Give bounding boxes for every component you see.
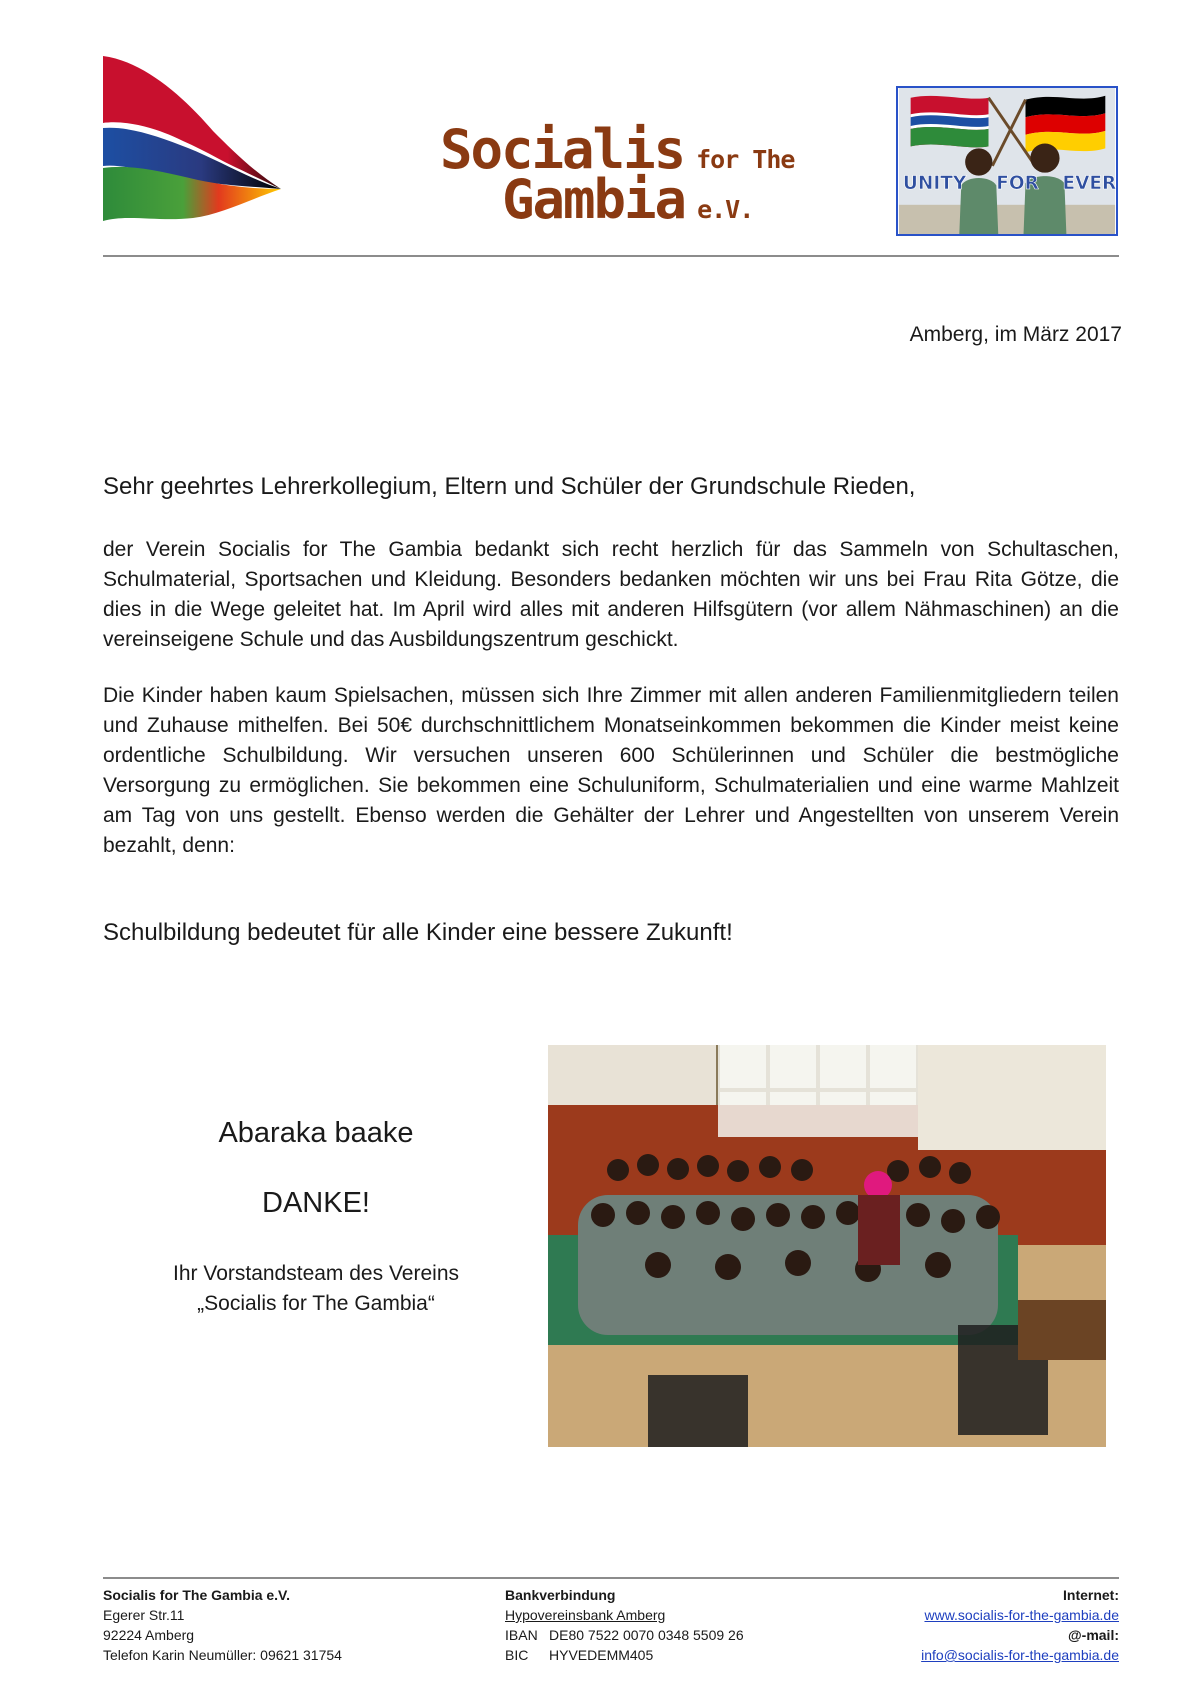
photo-sign-unity: UNITY	[902, 173, 967, 195]
footer-org-name: Socialis for The Gambia e.V.	[103, 1587, 290, 1603]
footer-iban-value: DE80 7522 0070 0348 5509 26	[549, 1627, 744, 1643]
footer-internet-label: Internet:	[1063, 1587, 1119, 1603]
footer-bank-name: Hypovereinsbank Amberg	[505, 1607, 666, 1623]
gambia-germany-flag-logo	[103, 56, 283, 236]
footer-website-link[interactable]: www.socialis-for-the-gambia.de	[924, 1607, 1119, 1623]
footer-divider	[103, 1577, 1119, 1579]
germany-flag-icon	[1025, 96, 1105, 152]
signature-line-1: Ihr Vorstandsteam des Vereins	[173, 1262, 459, 1285]
thanks-german: DANKE!	[262, 1187, 370, 1219]
photo-sign-for: FOR	[996, 173, 1039, 195]
footer-organization-address	[103, 1585, 483, 1665]
classroom-children-photo	[548, 1045, 1106, 1447]
letter-paragraph-2: Die Kinder haben kaum Spielsachen, müssen sich Ihre Zimmer mit allen anderen Familienmitgliedern teilen und Zuhause mithelfen. Bei 50€ durchschnittlichem Monatseinkommen bekommen die Kinder meist keine ordentliche Schulbildung. Wir versuchen unseren 600 Schülerinnen und Schüler die bestmögliche Versorgung zu ermöglichen. Sie bekommen eine Schuluniform, Schulmaterialien und eine warme Mahlzeit am Tag von uns gestellt. Ebenso werden die Gehälter der Lehrer und Angestellten von unserem Verein bezahlt, denn:	[103, 684, 1119, 857]
thanks-mandinka: Abaraka baake	[218, 1117, 414, 1149]
footer-web-contact	[779, 1585, 1119, 1665]
header-divider	[103, 255, 1119, 257]
gambia-flag-icon	[911, 96, 989, 148]
logo-word-gambia: Gambia	[502, 168, 686, 231]
footer-org-city: 92224 Amberg	[103, 1627, 195, 1643]
logo-word-for-the: for The	[696, 145, 795, 174]
footer-bic-value: HYVEDEMM405	[549, 1647, 654, 1663]
letter-slogan: Schulbildung bedeutet für alle Kinder eine bessere Zukunft!	[103, 919, 733, 946]
footer-bank-heading: Bankverbindung	[505, 1587, 616, 1603]
photo-sign-ever: EVER	[1062, 173, 1117, 195]
footer-email-label: @-mail:	[1068, 1627, 1119, 1643]
footer-bic-label: BIC	[505, 1647, 529, 1663]
unity-for-ever-photo	[896, 86, 1118, 236]
footer-org-phone: Telefon Karin Neumüller: 09621 31754	[103, 1647, 342, 1663]
footer-org-street: Egerer Str.11	[103, 1607, 185, 1623]
logo-word-ev: e.V.	[697, 195, 754, 224]
footer-iban-label: IBAN	[505, 1627, 538, 1643]
footer-email-link[interactable]: info@socialis-for-the-gambia.de	[921, 1647, 1119, 1663]
signature-line-2: „Socialis for The Gambia“	[197, 1292, 435, 1315]
letter-date: Amberg, im März 2017	[909, 323, 1122, 346]
organization-logo-wordmark	[440, 118, 795, 238]
logo-word-socialis: Socialis	[440, 118, 685, 181]
letter-salutation: Sehr geehrtes Lehrerkollegium, Eltern und Schüler der Grundschule Rieden,	[103, 473, 916, 500]
letter-paragraph-1: der Verein Socialis for The Gambia bedankt sich recht herzlich für das Sammeln von Schultaschen, Schulmaterial, Sportsachen und Kleidung. Besonders bedanken möchten wir uns bei Frau Rita Götze, die dies in die Wege geleitet hat. Im April wird alles mit anderen Hilfsgütern (vor allem Nähmaschinen) an die vereinseigene Schule und das Ausbildungszentrum geschickt.	[103, 538, 1119, 651]
